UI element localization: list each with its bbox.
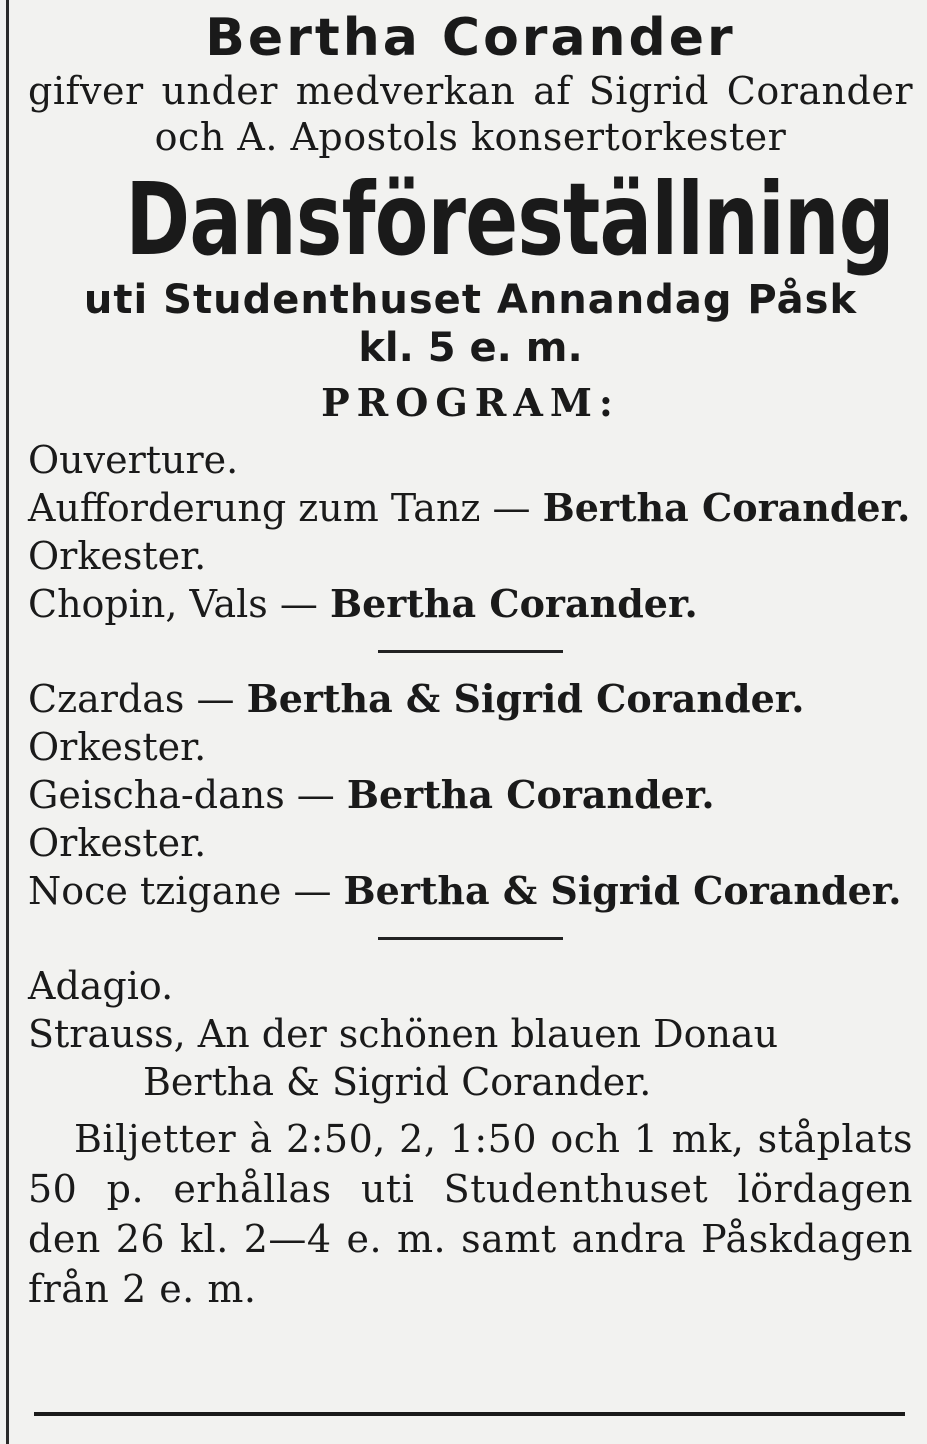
performer: Bertha & Sigrid Corander. — [143, 1060, 652, 1104]
section-divider — [378, 650, 563, 653]
program-item — [28, 436, 913, 484]
program-item — [28, 723, 913, 771]
headline: Dansföreställning — [125, 161, 894, 278]
performer: Bertha Corander. — [542, 485, 911, 530]
program-part-1 — [28, 436, 913, 628]
program-item — [28, 867, 913, 915]
bottom-rule — [34, 1412, 905, 1416]
performer: Bertha Corander. — [346, 772, 715, 817]
advertiser-name: Bertha Corander — [205, 8, 736, 68]
program-item — [28, 484, 913, 532]
program-heading: PROGRAM: — [321, 380, 620, 425]
advertisement — [28, 8, 913, 1444]
program-item — [28, 532, 913, 580]
piece-title: Chopin, Vals — — [28, 582, 318, 626]
piece-title: Geischa-dans — — [28, 773, 335, 817]
venue-line: uti Studenthuset Annandag Påsk — [83, 277, 858, 323]
program-item — [28, 1058, 913, 1106]
program-part-3 — [28, 962, 913, 1106]
program-item — [28, 962, 913, 1010]
program-item — [28, 819, 913, 867]
program-item — [28, 1010, 913, 1058]
piece-title: Orkester. — [28, 725, 207, 769]
time-line: kl. 5 e. m. — [358, 325, 583, 371]
performer: Bertha & Sigrid Corander. — [246, 676, 805, 721]
piece-title: Ouverture. — [28, 438, 239, 482]
piece-title: Adagio. — [28, 964, 174, 1008]
program-part-2 — [28, 675, 913, 915]
performer: Bertha Corander. — [329, 581, 698, 626]
piece-title: Czardas — — [28, 677, 235, 721]
left-column-rule — [6, 0, 9, 1444]
program-item — [28, 580, 913, 628]
piece-title: Orkester. — [28, 534, 207, 578]
program-item — [28, 771, 913, 819]
piece-title: Strauss, An der schönen blauen Donau — [28, 1012, 779, 1056]
section-divider — [378, 937, 563, 940]
program-item — [28, 675, 913, 723]
intro-text: gifver under medverkan af Sigrid Corander och A. Apostols konsertorkester — [28, 69, 913, 159]
piece-title: Noce tzigane — — [28, 869, 332, 913]
piece-title: Orkester. — [28, 821, 207, 865]
piece-title: Aufforderung zum Tanz — — [28, 486, 531, 530]
performer: Bertha & Sigrid Corander. — [343, 868, 902, 913]
ticket-info: Biljetter à 2:50, 2, 1:50 och 1 mk, ståplats 50 p. erhållas uti Studenthuset lördagen den 26 kl. 2—4 e. m. samt andra Påskdagen från 2 e. m. — [28, 1117, 913, 1311]
